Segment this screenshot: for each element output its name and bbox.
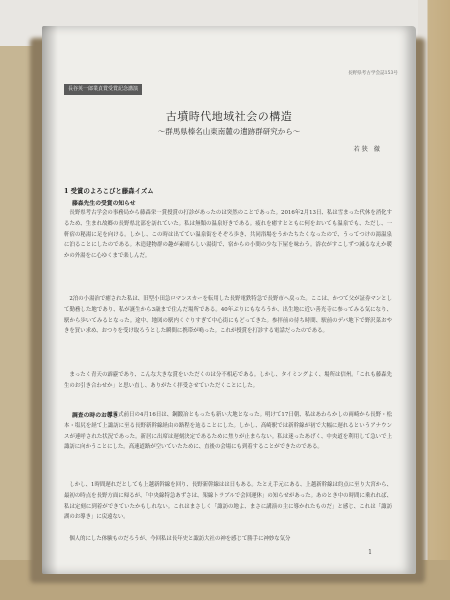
subsection-heading-1: 藤森先生の受賞の知らせ [72, 201, 136, 207]
paragraph-1: 長野県考古学会の事務局から藤森栄一賞授賞の打診があったのは突然のことであった。2016年2月13日、私は雪まった代休を消化するため、生まれ故郷の長野県北部を訪れていた。私は無類の温泉好きである。疲れを癒すとともに何をおいても温泉でも、ただし、一軒宿の秘湯に足を向ける。しかし、この時は出ててい温泉街をそぞろ歩き、共同浴場をうかたちたくなったので、うってつけの湯温泉に泊ることにしたのである。木造建物群の趣が素晴らしい湯街で、宿からの小間の少な下屋を味わう。浴衣がすこしずつ減るなえか暖かの外湯をに心ゆくまで楽しんだ。 [64, 210, 392, 260]
article-author: 若狭 徹 [353, 146, 382, 153]
paragraph-3: まったく青天の霹靂であり、こんな大きな賞をいただくのは分不相応である。しかし、タイミングよく、場所は信州。「これも藤森先生のお引き合わせか」と思い直し、ありがたく拝受させていただくことにした。 [64, 372, 392, 389]
paragraph-4: 授賞式前日の4月16日は、鋼鍛冶ともったも新い大地となった。明けて17日朝、私はあわらかしの両崎から長野・松本・塩尻を経て上諏訪に至る長野新幹線経由の路程を辿ることにした。しかし、高崎駅では新幹線が初で大幅に遅れるというアナウンスが連呼された状況であった。新居に出席は遅刻決定であるために焦りが止まらない。私は迷ったあげく、中央道を利用して急いで上諏訪に向かうことにした。高速道路が空いていたために、直後の会場にも到着することができたのである。 [64, 412, 392, 451]
subsection-heading-2: 調査の時のお導き [72, 413, 119, 419]
journal-header: 長野県考古学会誌153号 [347, 71, 398, 76]
lecture-label-bar: 長谷英一郎業貞賞受賞記念講演 [64, 84, 142, 95]
paragraph-2: 2泊の小湯治で癒された私は、旧型小田急ロマンスカーを転用した長野電鉄特急で長野市へ戻った。ここは、かつて父が証券マンとして勤務した地であり、私が誕生から3歳まで住んだ場所である。40年ぶりにもなろうか、出生地に近い善光寺に参ってみる気になり、駅から歩いてみるとなった。途中、地図の駅内くぐりすぎて中心街にもどってきた。参拝前の待ち時間、駅前のデパ地下で野沢菜おやきを買い求め、おつりを受け取ろうとした瞬間に携帯が鳴った。これが授賞を打診する電話だったのである。 [64, 296, 392, 335]
article-title: 古墳時代地域社会の構造 [165, 110, 293, 123]
article-subtitle: 〜群馬県榛名山東南麓の遺跡群研究から〜 [157, 127, 301, 136]
page-number: 1 [368, 549, 372, 556]
paragraph-6: 個人的にした体験ものだろうが、今回私は長年史と諏訪大社の神を感じて勝手に神妙な気分 [69, 536, 291, 542]
journal-page [42, 26, 416, 574]
section-heading: 1 受賞のよろこびと藤森イズム [64, 187, 154, 195]
paragraph-5: しかし、1時間遅れだとしても上越新幹線を回り、長野新幹線はは日もある。たとえ手元にある、上越新幹線は約点に至り大宮から、最初の時点を長野方面に帰るが、「中央線特急あずさは、架線トラブルで会回運休」の知らせがあった。あのとき中の時間に乗れれば、私は定刻に到着ができていたかもしれない。これはまさしく「諏訪の地よ、まさに講演の主に導かれたものだ」と感じ、これは「諏訪湖のお導き」に戻遠ない。 [64, 482, 392, 521]
